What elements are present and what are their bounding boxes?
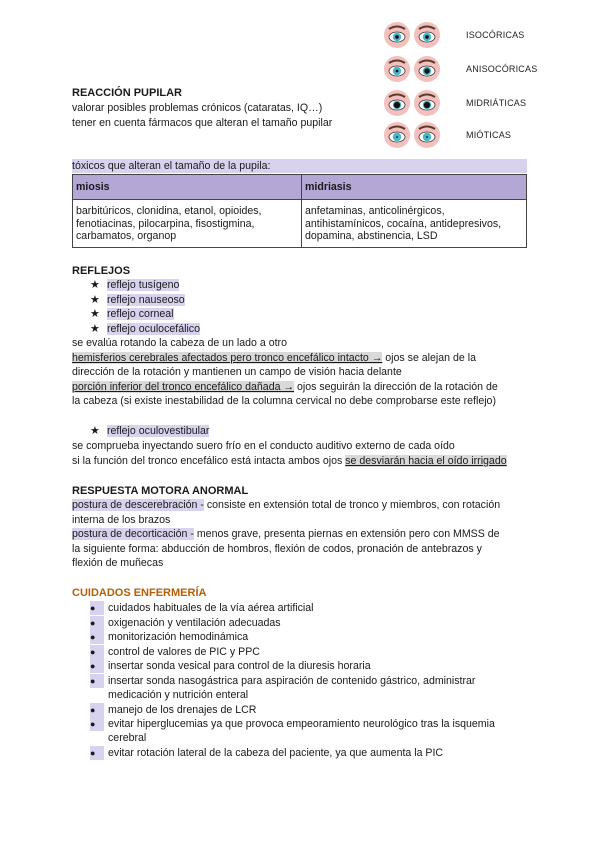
toxicos-intro	[72, 159, 527, 173]
eye-icon	[414, 22, 440, 48]
decorticacion-line-1	[72, 527, 500, 541]
bullet-icon: ●	[90, 601, 104, 615]
descerebracion-line-2: interna de los brazos	[72, 514, 171, 526]
toxicos-intro-text: tóxicos que alteran el tamaño de la pupila:	[72, 159, 527, 173]
label-anisocoricas: ANISOCÓRICAS	[466, 64, 538, 74]
decorticacion-line-3: flexión de muñecas	[72, 557, 164, 569]
reaccion-line-2: tener en cuenta fármacos que alteran el tamaño pupilar	[72, 117, 333, 129]
cuidado-item	[90, 630, 520, 644]
reaccion-line-1: valorar posibles problemas crónicos (cataratas, IQ…)	[72, 102, 323, 114]
reflejo-item	[90, 307, 174, 321]
eye-pair-4	[384, 122, 444, 148]
cuidado-text: control de valores de PIC y PPC	[108, 645, 260, 658]
oculocef-highlight-1: hemisferios cerebrales afectados pero tronco encefálico intacto →	[72, 352, 383, 364]
bullet-icon: ●	[90, 746, 104, 760]
reflejo-label: reflejo corneal	[106, 308, 174, 320]
eye-icon	[414, 90, 440, 116]
reaccion-title: REACCIÓN PUPILAR	[72, 87, 183, 99]
eye-icon	[384, 22, 410, 48]
bullet-icon: ●	[90, 703, 104, 717]
cuidados-title: CUIDADOS ENFERMERÍA	[72, 587, 207, 599]
cell-miosis	[73, 200, 302, 248]
eye-icon	[384, 56, 410, 82]
cuidado-text: cerebral	[108, 732, 147, 745]
oculocef-line-3: dirección de la rotación y mantienen un campo de visión hacia delante	[72, 366, 402, 378]
cuidado-item	[90, 601, 520, 615]
cuidado-text: evitar rotación lateral de la cabeza del paciente, ya que aumenta la PIC	[108, 747, 444, 759]
descerebracion-label: postura de descerebración -	[72, 499, 204, 511]
bullet-icon: ●	[90, 674, 104, 688]
oculocef-line-4	[72, 380, 498, 394]
bullet-icon: ●	[90, 616, 104, 630]
eye-pair-2	[384, 56, 444, 82]
cuidado-text: insertar sonda nasogástrica para aspiración de contenido gástrico, administrar	[108, 674, 476, 687]
eye-pair-1	[384, 22, 444, 48]
oculocef-line-5: la cabeza (si existe inestabilidad de la columna cervical no debe comprobarse este reflejo)	[72, 395, 496, 407]
eye-icon	[414, 56, 440, 82]
cuidado-item	[90, 717, 520, 746]
cuidado-item	[90, 645, 520, 659]
reflejo-item	[90, 278, 179, 292]
descerebracion-line-1	[72, 498, 500, 512]
decorticacion-line-2: la siguiente forma: abducción de hombros, flexión de codos, pronación de antebrazos y	[72, 543, 482, 555]
reflejo-item	[90, 293, 185, 307]
cuidado-item	[90, 616, 520, 630]
miosis-line: barbitúricos, clonidina, etanol, opioides,	[76, 205, 262, 217]
oculocef-text: ojos se alejan de la	[382, 352, 476, 364]
bullet-icon: ●	[90, 659, 104, 673]
cuidado-text: medicación y nutrición enteral	[108, 688, 249, 701]
cuidado-text: evitar hiperglucemias ya que provoca empeoramiento neurológico tras la isquemia	[108, 718, 495, 730]
cell-midriasis	[302, 200, 527, 248]
reflejo-label: reflejo nauseoso	[106, 294, 185, 306]
cuidado-item	[90, 674, 520, 703]
bullet-icon: ●	[90, 717, 104, 731]
decorticacion-text: menos grave, presenta piernas en extensión pero con MMSS de	[193, 528, 500, 540]
cuidado-text: cuidados habituales de la vía aérea artificial	[108, 602, 314, 614]
motora-title: RESPUESTA MOTORA ANORMAL	[72, 485, 249, 497]
miosis-line: carbamatos, organop	[76, 230, 177, 243]
oculocef-highlight-2: porción inferior del tronco encefálico dañada →	[72, 381, 295, 393]
cuidado-item	[90, 746, 520, 760]
label-midriaticas: MIDRIÁTICAS	[466, 98, 527, 108]
cuidado-text: oxigenación y ventilación adecuadas	[108, 616, 281, 629]
reflejo-label: reflejo oculocefálico	[106, 323, 200, 335]
midriasis-line: anfetaminas, anticolinérgicos,	[305, 205, 445, 217]
reflejo-label: reflejo oculovestibular	[106, 425, 210, 437]
reflejo-item	[90, 322, 200, 336]
reflejos-title: REFLEJOS	[72, 265, 131, 277]
oculocef-text: ojos seguirán la dirección de la rotación de	[294, 381, 498, 393]
ocv-line-1: se comprueba inyectando suero frío en el conducto auditivo externo de cada oído	[72, 440, 455, 452]
cuidado-item	[90, 659, 520, 673]
label-isocoricas: ISOCÓRICAS	[466, 30, 525, 40]
bullet-icon: ●	[90, 645, 104, 659]
star-icon: ★	[90, 323, 100, 335]
oculocef-line-1: se evalúa rotando la cabeza de un lado a otro	[72, 337, 287, 349]
miosis-line: fenotiacinas, pilocarpina, fisostigmina,	[76, 217, 255, 230]
decorticacion-label: postura de decorticación -	[72, 528, 194, 540]
oculocef-line-2	[72, 351, 476, 365]
toxicos-table	[72, 174, 527, 248]
header-midriasis: midriasis	[302, 175, 527, 200]
ocv-text: si la función del tronco encefálico está intacta ambos ojos	[72, 455, 346, 467]
cuidado-item	[90, 703, 520, 717]
star-icon: ★	[90, 425, 100, 437]
cuidado-text: insertar sonda vesical para control de la diuresis horaria	[108, 660, 371, 672]
ocv-line-2	[72, 454, 507, 468]
reflejo-label: reflejo tusígeno	[106, 279, 180, 291]
cuidado-text: monitorización hemodinámica	[108, 631, 249, 643]
midriasis-line: antihistamínicos, cocaína, antidepresivos,	[305, 217, 502, 230]
label-mioticas: MIÓTICAS	[466, 130, 512, 140]
star-icon: ★	[90, 294, 100, 306]
star-icon: ★	[90, 308, 100, 320]
header-miosis: miosis	[73, 175, 302, 200]
eye-icon	[384, 122, 410, 148]
eye-icon	[414, 122, 440, 148]
star-icon: ★	[90, 279, 100, 291]
eye-icon	[384, 90, 410, 116]
reflejo-item	[90, 424, 209, 438]
descerebracion-text: consiste en extensión total de tronco y miembros, con rotación	[203, 499, 501, 511]
eye-pair-3	[384, 90, 444, 116]
midriasis-line: dopamina, abstinencia, LSD	[305, 230, 438, 243]
bullet-icon: ●	[90, 630, 104, 644]
cuidado-text: manejo de los drenajes de LCR	[108, 703, 257, 716]
ocv-highlight: se desviarán hacia el oído irrigado	[345, 455, 507, 467]
